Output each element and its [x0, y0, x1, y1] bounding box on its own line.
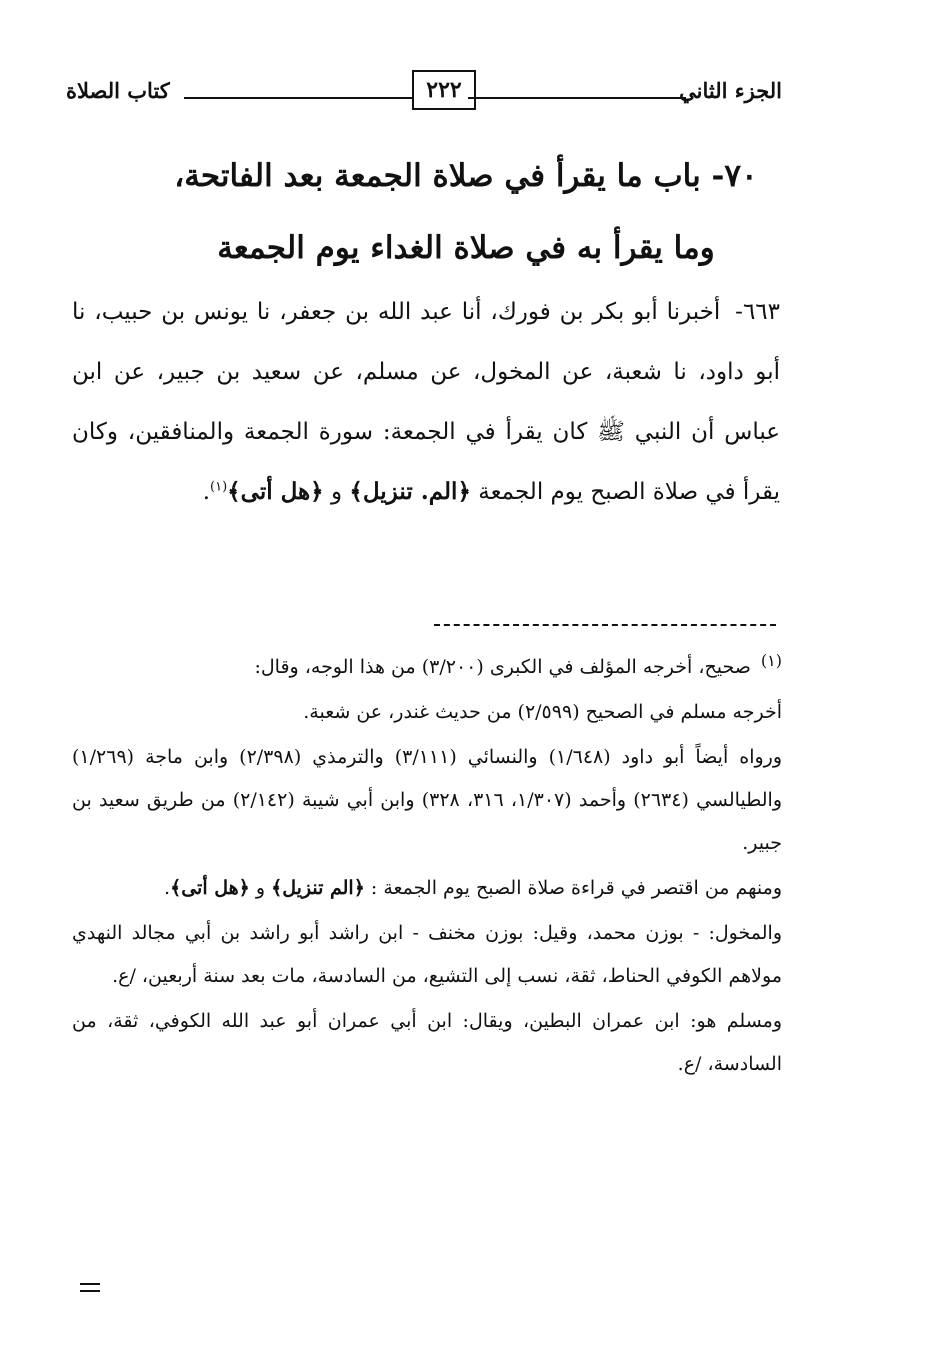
page-number-box [412, 70, 476, 110]
footnote-reference[interactable]: (١) [210, 479, 228, 495]
running-header [66, 70, 782, 110]
book-title: كتاب الصلاة [66, 78, 170, 103]
chapter-heading [70, 140, 862, 284]
footnote-paragraph [72, 691, 782, 734]
quran-citation-1: ﴿الم. تنزيل﴾ [349, 478, 471, 505]
chapter-heading-line-1: ٧٠- باب ما يقرأ في صلاة الجمعة بعد الفاتحة، [174, 158, 758, 194]
continuation-mark [80, 1283, 100, 1293]
footnote-text-6: ومسلم هو: ابن عمران البطين، ويقال: ابن أبي عمران أبو عبد الله الكوفي، ثقة، من السادسة، /ع. [72, 1010, 782, 1075]
hadith-paragraph [72, 282, 780, 522]
hadith-number: ٦٦٣- [735, 299, 781, 325]
hadith-text [72, 282, 780, 522]
footnote-separator [434, 624, 776, 626]
hadith-end: . [202, 479, 211, 505]
footnote-text-1: صحيح، أخرجه المؤلف في الكبرى (٣/٢٠٠) من هذا الوجه، وقال: [254, 656, 751, 678]
quran-citation-2: ﴿هل أتى﴾ [227, 478, 324, 505]
footnote-end: . [164, 877, 171, 899]
header-rule-left [184, 97, 412, 99]
footnote-paragraph [72, 912, 782, 998]
footnote-paragraph [72, 1000, 782, 1086]
footnote-paragraph [72, 736, 782, 865]
footnote-paragraph [72, 646, 782, 689]
footnote-text-3: ورواه أيضاً أبو داود (١/٦٤٨) والنسائي (٣/١١١) والترمذي (٢/٣٩٨) وابن ماجة (١/٢٦٩) والطيالسي (٢٦٣٤) وأحمد (١/٣٠٧، ٣١٦، ٣٢٨) وابن أبي شيبة (٢/١٤٢) من طريق سعيد بن جبير. [72, 746, 783, 854]
footnotes [72, 646, 782, 1086]
chapter-heading-line-2: وما يقرأ به في صلاة الغداء يوم الجمعة [217, 230, 715, 266]
footnote-text-5: والمخول: - بوزن محمد، وقيل: بوزن مخنف - ابن راشد أبو راشد بن أبي مجالد النهدي مولاهم الكوفي الحناط، ثقة، نسب إلى التشيع، من السادسة، مات بعد سنة أربعين، /ع. [72, 922, 782, 987]
footnote-text-2: أخرجه مسلم في الصحيح (٢/٥٩٩) من حديث غندر، عن شعبة. [303, 701, 782, 723]
footnote-conjunction: و [255, 877, 266, 899]
page-number: ٢٢٢ [426, 77, 462, 103]
volume-title: الجزء الثاني [679, 78, 782, 103]
footnote-text-4: ومنهم من اقتصر في قراءة صلاة الصبح يوم الجمعة : [370, 877, 782, 899]
footnote-paragraph [72, 867, 782, 910]
header-rule-right [468, 97, 686, 99]
conjunction: و [330, 479, 343, 505]
hadith-body: أخبرنا أبو بكر بن فورك، أنا عبد الله بن جعفر، نا يونس بن حبيب، نا أبو داود، نا شعبة، عن المخول، عن مسلم، عن سعيد بن جبير، عن ابن عباس أن النبي ﷺ كان يقرأ في الجمعة: سورة الجمعة والمنافقين، وكان يقرأ في صلاة الصبح يوم الجمعة [72, 299, 780, 505]
footnote-marker: (١) [760, 650, 782, 670]
footnote-quran-citation-2: ﴿هل أتى﴾ [170, 877, 250, 899]
footnote-quran-citation-1: ﴿الم تنزيل﴾ [271, 877, 365, 899]
